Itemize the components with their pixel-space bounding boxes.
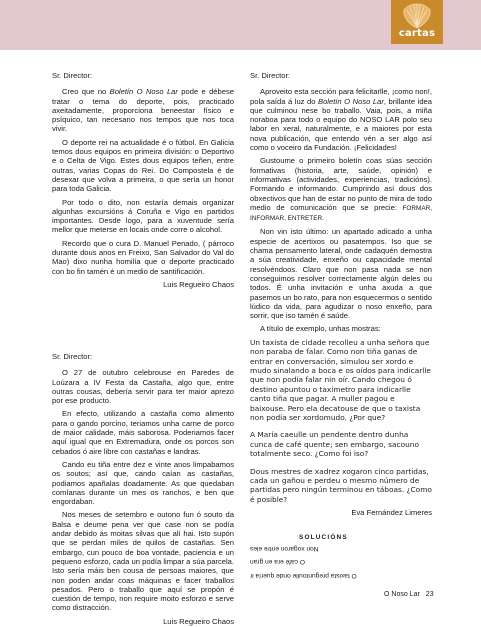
solutions-heading: SOLUCIÓNS — [299, 534, 348, 541]
paragraph: Gustoume o primeiro boletín coas súas sección formativas (historia, arte, saúde, opinión) e informativas (actividades, experiencias, tradicións). Formando e informando. Cumprindo así dous dos obxectivos que han de estar no punto de mira de todo medio de comunicación que se precie: FORMAR, INFORMAR, ENTRETER. — [250, 156, 432, 223]
paragraph: A título de exemplo, unhas mostras: — [260, 324, 381, 334]
scallop-shell-icon — [400, 2, 434, 30]
page-footer — [384, 591, 434, 598]
section-badge — [391, 0, 443, 44]
puzzle-taxi: Un taxista de cidade recolleu a unha señora que non paraba de falar. Como non tiña ganas de entrar en conversación, simulou ser xordo e mudo sinalando a boca e os oídos para indicarlle que non podía falar nin oír. Cando chegou ó destino apuntou o taxímetro para indicarlle canto tiña que pagar. A muller pagou e baixouse. Pero ela decatouse de que o taxista non podía ser xordomudo. ¿Por que? — [250, 337, 431, 422]
letter-congratulations — [250, 71, 432, 522]
signature: Luis Regueiro Chaos — [163, 616, 234, 626]
signature: Eva Fernández Limeres — [351, 508, 432, 518]
paragraph: Aproveito esta sección para felicitarlle, ¡como non!, pola saída á luz do Boletín O Noso Lar, brillante idea que culminou nese bo traballo. Vaia, pois, a miña noraboa para todo o equipo do NOSO LAR polo seu labor en xeral, naturalmente, e a maiores por esta nova publicación, que entendo vén a ser algo así como o voceiro da Fundación. ¡Felicidades! — [250, 87, 432, 153]
letter-chestnuts — [52, 352, 234, 627]
puzzle-earring: A María caeulle un pendente dentro dunha cunca de café quente; sen embargo, sacouno totalmente seco. ¿Como foi iso? — [250, 430, 420, 459]
publication-name: O Noso Lar — [384, 591, 420, 598]
paragraph: Nos meses de setembro e outono fun ó souto da Balsa e deume pena ver que case non se podía andar debido ás moitas silvas que alí hai. Isto supón que se perdan miles de quilos de castañas. Sen embargo, cun pouco de boa vontade, paciencia e un pequeno esforzo, cada un podía limpar a súa parcela. Isto sería máis ben cousa de persoas maiores, que non poden andar coas máquinas e facer traballos pesados. Pero o traballo que aquí se propón é cuestión de tempo, non require moito esforzo e serve como distracción. — [52, 510, 234, 613]
puzzle-chess: Dous mestres de xadrez xogaron cinco partidas, cada un gañou e perdeu o mesmo número de partidas pero ningún terminou en táboas. ¿Como é posible? — [250, 466, 432, 504]
salutation: Sr. Director: — [52, 71, 93, 80]
paragraph: O 27 de outubro celebrouse en Paredes de Loúzara a IV Festa da Castaña, algo que, entre outras cousas, debería servir para ter maior aprezo por ese producto. — [52, 368, 234, 406]
signature: Luis Regueiro Chaos — [163, 279, 234, 289]
page-number: 23 — [425, 591, 434, 598]
paragraph: Recordo que o cura D. Manuel Penado, ( párroco durante dous anos en Freixo, San Salvador do Val do Mao) dixo nunha homilía que o deporte practicado con bo fin tamén é un medio de santificación. — [52, 238, 234, 276]
solution-answer: O café era en gran — [250, 558, 305, 565]
paragraph: En efecto, utilizando a castaña como alimento para o gando porcino, teriamos unha carne de porco de maior calidade, máis saborosa. Poderiamos facer aquí igual que en Extremadura, onde os porcos son cebados ó aire libre con castañas e landras. — [52, 409, 234, 456]
paragraph: Por todo o dito, non estaría demais organizar algunhas excursións á Coruña e Vigo en partidos importantes. Desde logo, para a xuventude sería mellor que meterse en locais onde corre o alcohol. — [52, 197, 234, 235]
paragraph: Cando eu tiña entre dez e vinte anos limpabamos os soutos; así que, cando caían as castañas, podiamos apañalas doadamente. As que quedaban comíanas durante un mes os ranchos, e ben que engordaban. — [52, 459, 234, 507]
section-label: cartas — [398, 28, 436, 39]
letter-sports — [52, 71, 234, 293]
paragraph: O deporte rei na actualidade é o fútbol. En Galicia temos dous equipos en primeira división: o Deportivo e o Celta de Vigo. Estes dous equipos teñen, entre outras, varias Copas do Rei. Do Compostela é de desexar que volva a primeira, o que sería un honor para toda Galicia. — [52, 137, 234, 194]
solution-answer: Non xogaron entre eles — [250, 545, 319, 552]
salutation: Sr. Director: — [250, 71, 291, 80]
paragraph: Creo que no Boletín O Noso Lar pode e débese tratar o tema do deporte, pois, practicado axeitadamente, proporciona beneestar físico e psíquico, tan necesario nos tempos que nos toca vivir. — [52, 87, 234, 134]
salutation: Sr. Director: — [52, 352, 93, 361]
solution-answer: O taxista preguntoulle onde quería ir — [250, 572, 357, 579]
paragraph: Non vin isto último: un apartado adicado a unha especie de acertixos ou pasatempos. Iso que se chama pensamento lateral, onde cadaquén demostra a súa creatividade, enxeño ou capacidade mental resolvéndoos. Claro que non pasa nada se non conseguimos resolver correctamente algún deles ou todos. É unha invitación e unha axuda a que pasemos un bo rato, para non esquecermos o sentido lúdico da vida, para agudizar o noso enxeño, para sorrir, que iso tamén é saúde. — [250, 227, 432, 321]
